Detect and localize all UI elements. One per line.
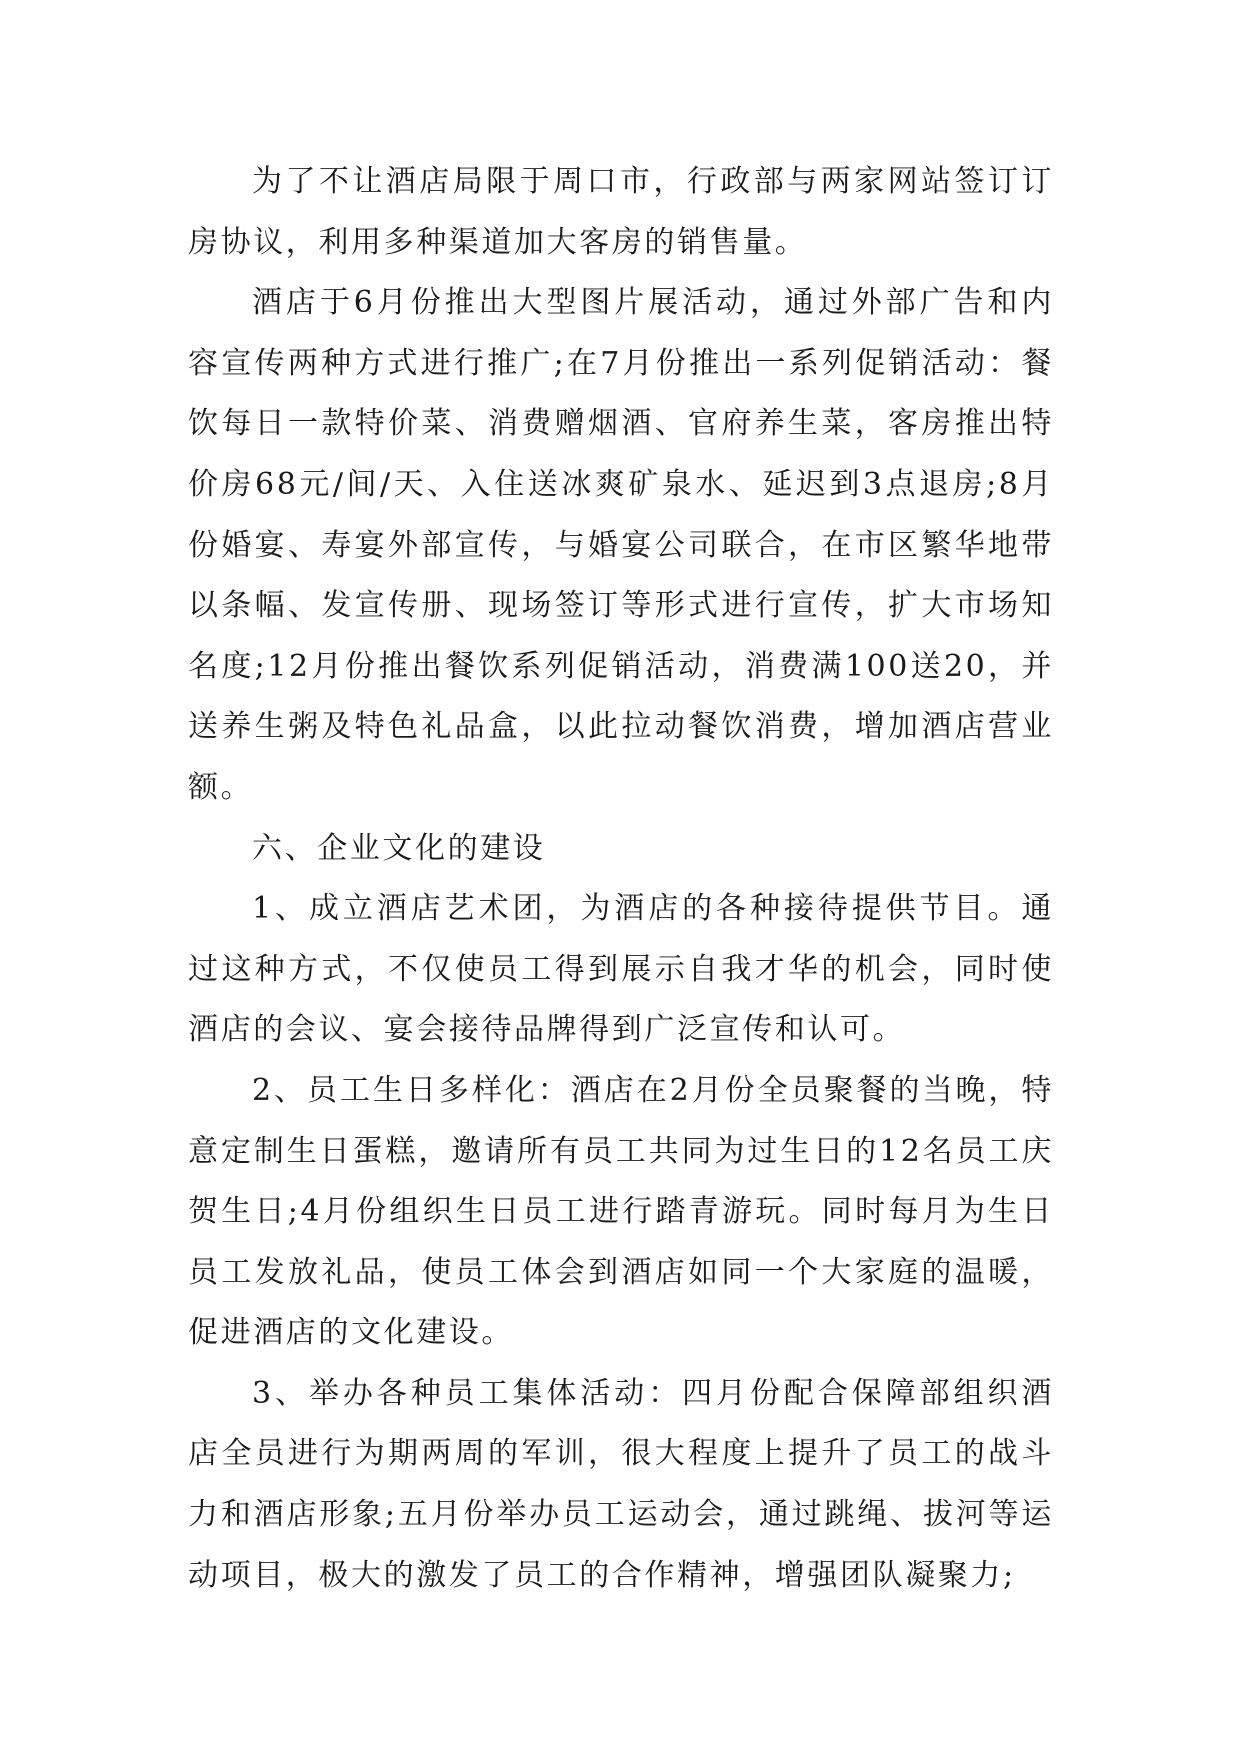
document-body <box>188 152 1054 1606</box>
paragraph-birthdays: 2、员工生日多样化：酒店在2月份全员聚餐的当晚，特意定制生日蛋糕，邀请所有员工共同为过生日的12名员工庆贺生日;4月份组织生日员工进行踏青游玩。同时每月为生日员工发放礼品，使员工体会到酒店如同一个大家庭的温暖，促进酒店的文化建设。 <box>188 1072 1054 1351</box>
paragraph-promotions: 酒店于6月份推出大型图片展活动，通过外部广告和内容宣传两种方式进行推广;在7月份推出一系列促销活动：餐饮每日一款特价菜、消费赠烟酒、官府养生菜，客房推出特价房68元/间/天、入住送冰爽矿泉水、延迟到3点退房;8月份婚宴、寿宴外部宣传，与婚宴公司联合，在市区繁华地带以条幅、发宣传册、现场签订等形式进行宣传，扩大市场知名度;12月份推出餐饮系列促销活动，消费满100送20，并送养生粥及特色礼品盒，以此拉动餐饮消费，增加酒店营业额。 <box>188 285 1054 805</box>
paragraph-group-activities: 3、举办各种员工集体活动：四月份配合保障部组织酒店全员进行为期两周的军训，很大程度上提升了员工的战斗力和酒店形象;五月份举办员工运动会，通过跳绳、拔河等运动项目，极大的激发了员工的合作精神，增强团队凝聚力; <box>188 1375 1054 1593</box>
paragraph-online-booking: 为了不让酒店局限于周口市，行政部与两家网站签订订房协议，利用多种渠道加大客房的销售量。 <box>188 164 1054 260</box>
paragraph-art-troupe: 1、成立酒店艺术团，为酒店的各种接待提供节目。通过这种方式，不仅使员工得到展示自我才华的机会，同时使酒店的会议、宴会接待品牌得到广泛宣传和认可。 <box>188 891 1054 1048</box>
section-heading-corporate-culture: 六、企业文化的建设 <box>252 830 546 866</box>
